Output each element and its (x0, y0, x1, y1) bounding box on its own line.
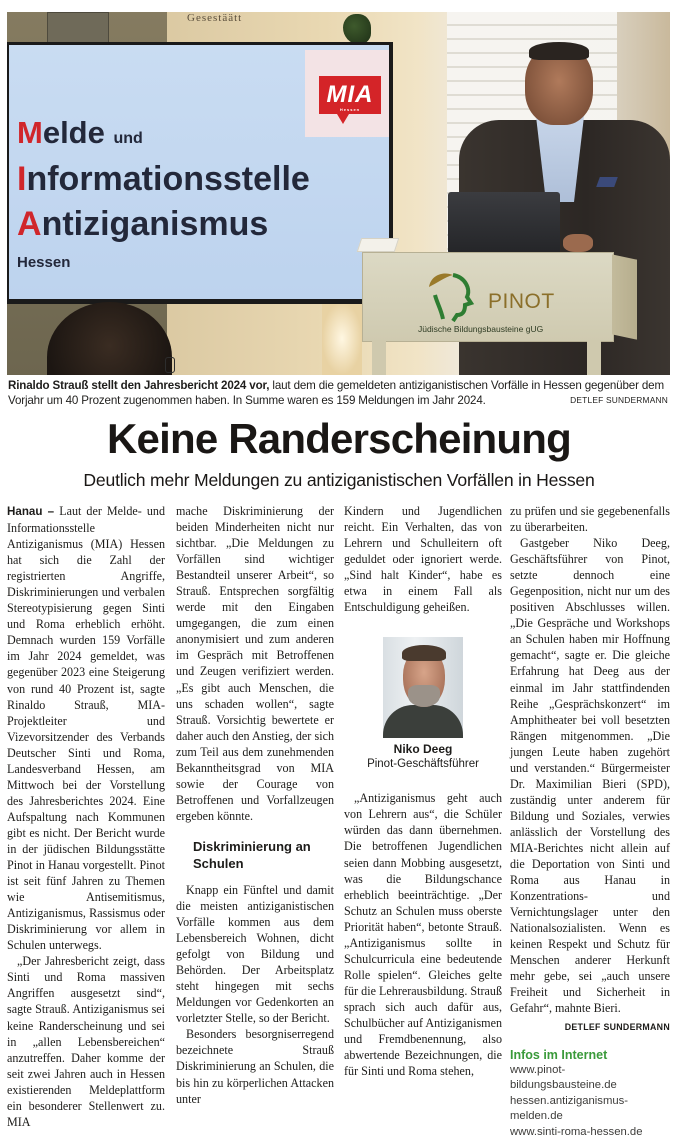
floor-lamp (322, 302, 362, 375)
portrait-role: Pinot-Geschäftsführer (367, 758, 479, 771)
pinot-brand: PINOT (488, 290, 555, 313)
portrait-hair (402, 645, 446, 661)
photo-caption (8, 378, 670, 408)
portrait-beard (408, 685, 440, 707)
slide-word-melde: elde (42, 115, 105, 150)
slide-line-informationsstelle (17, 160, 310, 199)
headline: Keine Randerscheinung (107, 415, 571, 462)
paragraph: Besonders besorgniserregend bezeichnete Strauß Diskriminierung an Schulen, die bis hin zu körperlichen Attacken unter (176, 1027, 334, 1106)
lectern-side (612, 254, 637, 339)
slide-word-antiziganismus: ntiziganismus (41, 205, 269, 243)
slide-line-hessen: Hessen (17, 254, 71, 271)
article-column-3 (344, 503, 502, 1079)
lectern (362, 252, 614, 342)
mia-logo-sub: Hessen (339, 107, 361, 112)
portrait-photo (383, 637, 463, 738)
dateline: Hanau – (7, 505, 55, 518)
speaker-hand (563, 234, 593, 252)
lectern-leg (372, 340, 386, 375)
infos-heading: Infos im Internet (510, 1047, 608, 1062)
paragraph: zu prüfen und sie gegebenenfalls zu überarbeiten. (510, 504, 670, 535)
mia-logo (319, 76, 381, 114)
pocket-square (596, 177, 618, 187)
paragraph-text: Gastgeber Niko Deeg, Geschäftsführer von Pinot, setzte dennoch eine Gegenposition, nicht nur um des positiven Abschlusses willen. „Die Gespräche und Workshops an Schulen haben mir Hoffnung gemacht“, sagte er. Die gleiche Erfahrung hat Deeg aus der einmal im Jahr stattfindenden Reihe „Gesprächskonzert“ im Amphitheater bei voll besetzten Rängen mitgenommen. „Die jungen Leute haben zugehört und verstanden.“ Bürgermeister Dr. Maximilian Bieri (SPD), zuständig unter anderem für Bildung und Soziales, verwies anlässlich der Vorstellung des MIA-Berichtes nicht allein auf die Deportation von Sinti und Roma aus Hanau in Konzentrations- und Vernichtungslager unter den Nationalsozialisten. Wenn es keinen Respekt und Schutz für Menschen anderer Herkunft mehr gebe, sei „auch unsere Freiheit und Sicherheit in Gefahr“, mahnte Bieri. (510, 536, 670, 1016)
photo-credit: DETLEF SUNDERMANN (570, 395, 668, 405)
article-column-1 (7, 503, 165, 1130)
subheadline: Deutlich mehr Meldungen zu antiziganistischen Vorfällen in Hessen (83, 470, 595, 490)
caption-lead: Rinaldo Strauß stellt den Jahresbericht 2024 vor, (8, 379, 270, 392)
slide-initial-m: M (17, 115, 43, 150)
paragraph: Kindern und Jugendlichen reicht. Ein Verhalten, das von Lehrern und Schulleitern oft geduldet oder ignoriert werde. „Sind halt Kinder“, habe es etwa in einem Fall als Entschuldigung geheißen. (344, 504, 502, 615)
paragraph-text: Laut der Melde- und Informationsstelle Antiziganismus (MIA) Hessen hat sich die Zahl der registrierten Angriffe, Diskriminierungen und verbalen Stereotypisierung gegen Sinti und Roma erheblich erhöht. Demnach wurden 159 Vorfälle im Jahr 2024 gemeldet, was gegenüber 2023 eine Steigerung von rund 40 Prozent ist, sagte Rinaldo Strauß, MIA-Projektleiter und Vizevorsitzender des Verbands Deutscher Sinti und Roma, Landesverband Hessen, am Mittwoch bei der Vorstellung des Jahresberichtes 2024. Eine Aufspaltung nach Kommunen gibt es nicht. Der Bericht wurde in der jüdischen Bildungsstätte Pinot in Hanau vorgestellt. Pinot ist seit fünf Jahren zu Themen wie Antisemitismus, Antiziganismus, Rassismus oder Diskriminierung vor allem in Schulen unterwegs. (7, 504, 166, 953)
pinot-tagline: Jüdische Bildungsbausteine gUG (418, 324, 544, 334)
paragraph: Knapp ein Fünftel und damit die meisten antiziganistischen Vorfälle kommen aus dem Lebensbereich Wohnen, dicht gefolgt von Bildung und Behörden. Der Arbeitsplatz steht hingegen mit sechs Meldungen vor Gedenkorten an vorletzter Stelle, so der Bericht. (176, 882, 334, 1026)
paper-stack (357, 238, 400, 252)
author-byline: DETLEF SUNDERMANN (564, 1021, 670, 1032)
paragraph: mache Diskriminierung der beiden Minderheiten nicht nur sichtbar. „Die Meldungen zu Vorfällen sind wichtiger Bestandteil unserer Arbeit“, so Strauß. Entsprechen sorgfältig werde mit den Eingaben umgegangen, die zum einen anonymisiert und zum anderen im Gespräch mit Betroffenen und Zeugen verifiziert werden. „Es gibt auch Menschen, die uns schaden wollen“, sagte Strauß. Vorsichtig bewertete er daher auch den Anstieg, der sich zum Teil aus dem zunehmenden Bekanntheitsgrad von MIA sowie der Courage von Betroffenen und Vorfallzeugen ergeben könnte. (176, 504, 334, 823)
portrait-box (344, 637, 502, 772)
mia-logo-panel (305, 50, 389, 137)
laptop (448, 192, 560, 254)
main-photo (7, 12, 670, 375)
slide-initial-a: A (17, 205, 42, 243)
caption-text: laut dem die gemeldeten antiziganistischen Vorfälle in Hessen gegenüber dem Vorjahr um 40 Prozent zugenommen haben. In Summe waren es 159 Meldungen im Jahr 2024. (8, 379, 664, 407)
lectern-leg (587, 340, 601, 375)
presentation-screen (7, 42, 393, 304)
paragraph: „Antiziganismus geht auch von Lehrern aus“, die Schüler würden das dann übernehmen. Die betroffenen Jugendlichen seien dann Mobbing ausgesetzt, was die Bildungschance erheblich beeinträchtige. „Der Schutz an Schulen muss oberste Priorität haben“, betonte Strauß. „Antiziganismus sollte in Schulcurricula eine bedeutende Rolle spielen“. Gleiches gelte für die Lehrerausbildung. Strauß sprach sich auch dafür aus, Schulbücher auf Antiziganismen und Fremdbenennung, also abwertende Bezeichnungen, die für Sinti und Roma stehen, (344, 791, 502, 1079)
slide-line-antiziganismus (17, 205, 268, 244)
wall-lettering: Gesestäätt (187, 12, 243, 24)
info-link-sinti-roma[interactable]: www.sinti-roma-hessen.de (510, 1125, 643, 1138)
slide-word-und: und (113, 130, 143, 147)
speaker-hair (529, 42, 589, 60)
article-column-4 (510, 503, 670, 1140)
audience-glasses (165, 357, 175, 373)
paragraph (510, 535, 670, 1032)
portrait-name: Niko Deeg (393, 742, 453, 757)
info-link-mia[interactable]: hessen.antiziganismus-melden.de (510, 1094, 629, 1123)
paragraph (7, 503, 165, 953)
mia-logo-text: MIA (326, 81, 374, 108)
portrait-shirt (383, 705, 463, 738)
plant (343, 14, 371, 44)
info-link-pinot[interactable]: www.pinot-bildungsbausteine.de (510, 1063, 617, 1092)
article-column-2 (176, 503, 334, 1107)
slide-word-informationsstelle: nformationsstelle (26, 160, 310, 198)
slide (9, 45, 389, 299)
slide-line-melde (17, 115, 143, 151)
section-heading: Diskriminierung an Schulen (193, 838, 311, 871)
pinot-logo-icon (423, 267, 479, 323)
paragraph: „Der Jahresbericht zeigt, dass Sinti und Roma massiven Angriffen ausgesetzt sind“, sagte Strauß. Antiziganismus sei keine Randerscheinung und sei in „allen Lebensbereichen“ anzutreffen. Daher komme der seit zwei Jahren auch in Hessen existierenden Meldeplattform ein besonderer Stellenwert zu. MIA (7, 954, 165, 1129)
slide-initial-i: I (17, 160, 27, 198)
